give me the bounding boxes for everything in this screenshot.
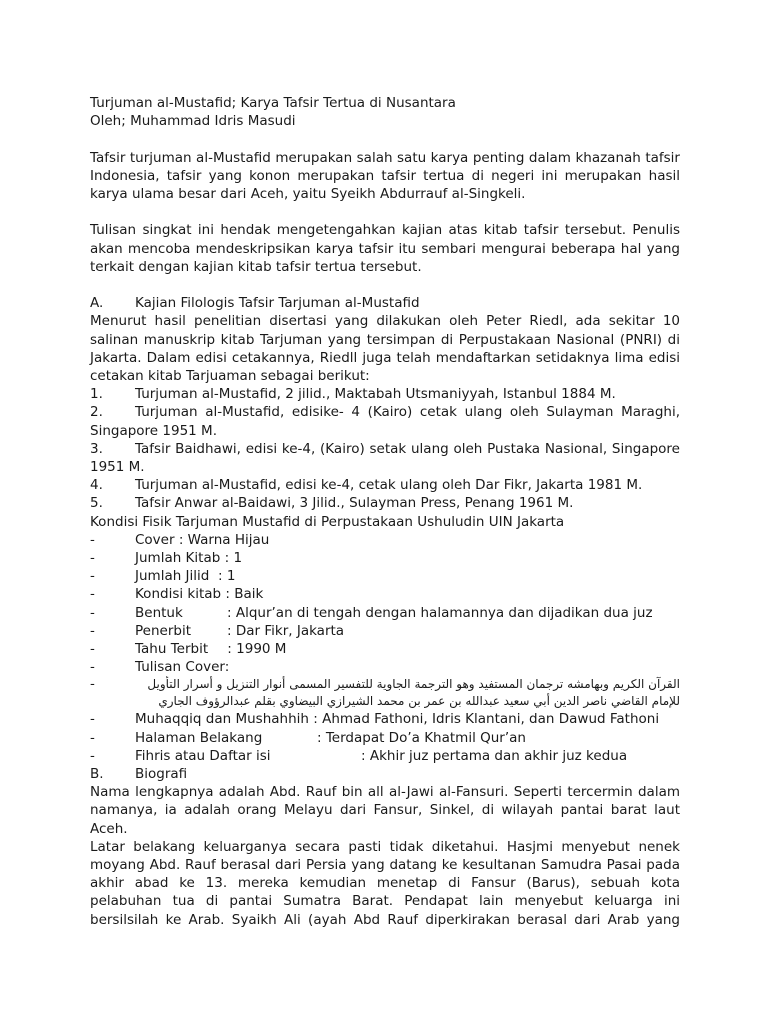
document-page: [90, 94, 680, 929]
dash-bullet: -: [90, 676, 95, 693]
paragraph-line: salinan manuskrip kitab Tarjuman yang tersimpan di Perpustakaan Nasional (PNRI) di: [90, 331, 680, 348]
kondisi-title: Kondisi Fisik Tarjuman Mustafid di Perpustakaan Ushuludin UIN Jakarta: [90, 513, 565, 530]
list-number: 4.: [90, 477, 103, 494]
dash-bullet: -: [90, 604, 95, 621]
section-title: Biografi: [135, 766, 188, 783]
kondisi-sep: :: [361, 747, 370, 764]
paragraph-line: karya ulama besar dari Aceh, yaitu Syeikh Abdurrauf al-Singkeli.: [90, 186, 526, 202]
paragraph-line: Aceh.: [90, 820, 128, 837]
kondisi-label: Jumlah Jilid: [135, 568, 210, 585]
list-text-continued: 1951 M.: [90, 459, 145, 476]
dash-bullet: -: [90, 586, 95, 603]
section-b-paragraph-1: [90, 783, 680, 838]
list-item: [90, 403, 680, 439]
paragraph-line: bersilsilah ke Arab. Syaikh Ali (ayah Abd Rauf diperkirakan berasal dari Arab yang: [90, 911, 680, 928]
paragraph-line: namanya, ia adalah orang Melayu dari Fansur, Sinkel, di wilayah pantai barat laut: [90, 802, 680, 819]
dash-bullet: -: [90, 747, 95, 764]
paragraph-line: Tafsir turjuman al-Mustafid merupakan salah satu karya penting dalam khazanah tafsir: [90, 149, 680, 166]
kondisi-value: Alqur’an di tengah dengan halamannya dan dijadikan dua juz: [235, 604, 653, 621]
paragraph-line: Indonesia, tafsir yang konon merupakan tafsir tertua di negeri ini merupakan hasil: [90, 167, 680, 184]
kondisi-label: Jumlah Kitab: [135, 550, 221, 567]
kondisi-item: [90, 531, 680, 549]
dash-bullet: -: [90, 659, 95, 676]
kondisi-value: Ahmad Fathoni, Idris Klantani, dan Dawud Fathoni: [322, 711, 660, 728]
kondisi-label: Halaman Belakang: [135, 729, 263, 746]
kondisi-sep: :: [317, 729, 326, 746]
kondisi-sep: :: [227, 622, 236, 639]
kondisi-item: [90, 604, 680, 622]
kondisi-value: Terdapat Do’a Khatmil Qur’an: [325, 729, 526, 746]
kondisi-list: [90, 531, 680, 765]
spacer: [90, 276, 680, 294]
kondisi-item: [90, 729, 680, 747]
kondisi-label: Cover: [135, 531, 175, 548]
arabic-cover-text: [90, 676, 680, 693]
kondisi-item: [90, 549, 680, 567]
list-number: 2.: [90, 404, 103, 421]
kondisi-item: [90, 747, 680, 765]
kondisi-sep: :: [308, 711, 323, 728]
list-text: Tafsir Anwar al-Baidawi, 3 Jilid., Sulayman Press, Penang 1961 M.: [135, 495, 574, 512]
paragraph-line: terkait dengan kajian kitab tafsir tertua tersebut.: [90, 258, 422, 275]
list-text: Turjuman al-Mustafid, edisi ke-4, cetak ulang oleh Dar Fikr, Jakarta 1981 M.: [135, 477, 643, 494]
paragraph-line: akan mencoba mendeskripsikan karya tafsir itu sembari mengurai beberapa hal yang: [90, 240, 680, 257]
kondisi-label: Muhaqqiq dan Mushahhih: [135, 711, 309, 728]
paragraph-line: cetakan kitab Tarjuaman sebagai berikut:: [90, 368, 370, 384]
kondisi-sep: :: [220, 550, 234, 567]
kondisi-sep: :: [227, 604, 236, 621]
list-number: 5.: [90, 495, 103, 512]
kondisi-value: Warna Hijau: [187, 531, 270, 548]
kondisi-label: Kondisi kitab: [135, 586, 222, 603]
kondisi-item: [90, 658, 680, 676]
paragraph-line: Latar belakang keluarganya secara pasti tidak diketahui. Hasjmi menyebut nenek: [90, 838, 680, 855]
document-title: Turjuman al-Mustafid; Karya Tafsir Tertua di Nusantara: [90, 95, 456, 111]
arabic-line: للإمام القاضي ناصر الدين أبي سعيد عبدالله بن عمر بن محمد الشيرازي البيضاوي بقلم عبدالرؤوف الجاري: [158, 694, 680, 709]
kondisi-value: Dar Fikr, Jakarta: [235, 622, 345, 639]
list-item: [90, 494, 680, 512]
list-item: [90, 440, 680, 476]
spacer: [90, 203, 680, 221]
kondisi-sep: :: [209, 568, 227, 585]
spacer: [90, 130, 680, 148]
dash-bullet: -: [90, 641, 95, 658]
intro-paragraph-1: [90, 149, 680, 204]
list-item: [90, 385, 680, 403]
document-author: Oleh; Muhammad Idris Masudi: [90, 113, 296, 130]
paragraph-line: Jakarta. Dalam edisi cetakannya, Riedll juga telah mendaftarkan setidaknya lima edisi: [90, 349, 680, 366]
kondisi-item: [90, 640, 680, 658]
kondisi-label: Penerbit: [135, 622, 191, 639]
section-a-heading: [90, 294, 680, 312]
kondisi-value: 1990 M: [236, 641, 287, 658]
kondisi-label: Tahu Terbit: [135, 641, 209, 658]
list-text-continued: Singapore 1951 M.: [90, 422, 217, 439]
kondisi-sep: :: [174, 531, 188, 548]
kondisi-label: Tulisan Cover:: [135, 659, 230, 676]
kondisi-sep: :: [221, 586, 235, 603]
section-a-paragraph: [90, 312, 680, 385]
kondisi-item: [90, 567, 680, 585]
kondisi-value: 1: [233, 550, 243, 567]
paragraph-line: Nama lengkapnya adalah Abd. Rauf bin all al-Jawi al-Fansuri. Seperti tercermin dalam: [90, 784, 680, 801]
kondisi-item: [90, 585, 680, 603]
list-number: 3.: [90, 440, 103, 457]
section-letter: B.: [90, 766, 104, 783]
list-text: Turjuman al-Mustafid, edisike- 4 (Kairo) cetak ulang oleh Sulayman Maraghi,: [135, 404, 680, 421]
paragraph-line: Tulisan singkat ini hendak mengetengahkan kajian atas kitab tafsir tersebut. Penulis: [90, 222, 680, 239]
section-b-paragraph-2: [90, 838, 680, 929]
paragraph-line: moyang Abd. Rauf berasal dari Persia yang datang ke kesultanan Samudra Pasai pada: [90, 857, 680, 874]
list-number: 1.: [90, 386, 103, 403]
dash-bullet: -: [90, 531, 95, 548]
kondisi-sep: :: [223, 641, 237, 658]
dash-bullet: -: [90, 622, 95, 639]
kondisi-value: Baik: [234, 586, 264, 603]
list-item: [90, 476, 680, 494]
kondisi-label: Fihris atau Daftar isi: [135, 747, 271, 764]
section-title: Kajian Filologis Tafsir Tarjuman al-Mustafid: [135, 295, 420, 312]
dash-bullet: -: [90, 568, 95, 585]
list-text: Tafsir Baidhawi, edisi ke-4, (Kairo) setak ulang oleh Pustaka Nasional, Singapore: [135, 440, 680, 457]
dash-bullet: -: [90, 550, 95, 567]
kondisi-value: 1: [226, 568, 236, 585]
paragraph-line: pelabuhan tua di pantai Sumatra Barat. Pendapat lain menyebut keluarga ini: [90, 893, 680, 910]
paragraph-line: akhir abad ke 13. mereka kemudian menetap di Fansur (Barus), sebuah kota: [90, 875, 680, 892]
kondisi-value: Akhir juz pertama dan akhir juz kedua: [369, 747, 628, 764]
kondisi-item: [90, 622, 680, 640]
section-letter: A.: [90, 295, 104, 312]
dash-bullet: -: [90, 711, 95, 728]
edition-list: [90, 385, 680, 512]
section-b-heading: [90, 765, 680, 783]
dash-bullet: -: [90, 729, 95, 746]
arabic-line: القرآن الكريم وبهامشه ترجمان المستفيد وهو الترجمة الجاوية للتفسير المسمى أنوار التنزيل و أسرار التأويل: [147, 677, 680, 692]
list-text: Turjuman al-Mustafid, 2 jilid., Maktabah Utsmaniyyah, Istanbul 1884 M.: [135, 386, 616, 403]
kondisi-item: [90, 710, 680, 728]
kondisi-label: Bentuk: [135, 604, 183, 621]
paragraph-line: Menurut hasil penelitian disertasi yang dilakukan oleh Peter Riedl, ada sekitar 10: [90, 313, 680, 330]
intro-paragraph-2: [90, 221, 680, 276]
